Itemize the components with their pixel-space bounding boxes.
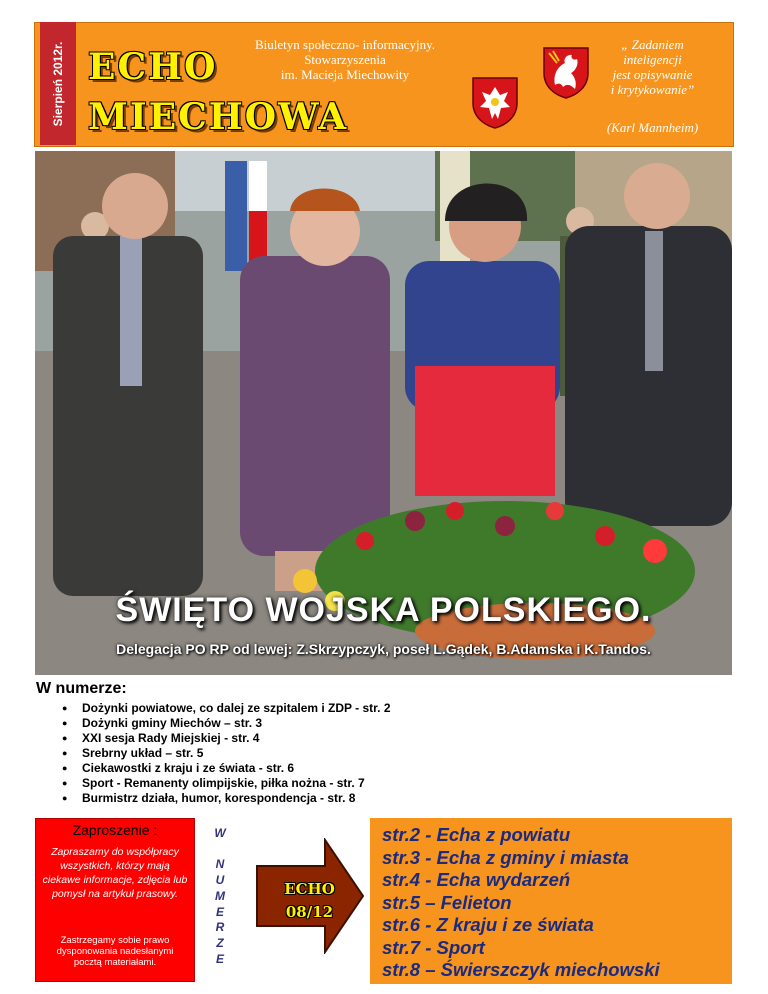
quote-line: „ Zadaniem	[621, 37, 684, 52]
section-item: str.6 - Z kraju i ze świata	[382, 914, 594, 935]
logo-echo: ECHO	[88, 46, 218, 88]
arrow-label-issue: 08/12	[285, 903, 334, 921]
sections-box	[370, 818, 732, 984]
vertical-letter: Z	[216, 935, 224, 950]
contents-title: W numerze:	[36, 680, 127, 697]
publisher-subtitle	[230, 37, 460, 82]
contents-item: ● Dożynki powiatowe, co dalej ze szpitalem i ZDP - str. 2	[62, 701, 391, 716]
vertical-letter: E	[215, 951, 224, 966]
quote-line: inteligencji	[623, 52, 682, 67]
sections-list	[382, 824, 660, 982]
vertical-letter: N	[215, 857, 225, 872]
contents-item: ● XXI sesja Rady Miejskiej - str. 4	[62, 731, 391, 746]
section-item: str.7 - Sport	[382, 936, 485, 958]
section-item: str.5 – Felieton	[382, 891, 512, 913]
vertical-letter: R	[215, 920, 225, 935]
quote-author: (Karl Mannheim)	[606, 120, 699, 135]
contents-list	[62, 701, 391, 806]
invitation-note: Zastrzegamy sobie prawo dysponowania nadesłanymi pocztą materiałami.	[56, 935, 174, 968]
vertical-letter: M	[215, 888, 225, 903]
vertical-letter	[212, 842, 228, 858]
invitation-body: Zapraszamy do współpracy wszystkich, którzy mają ciekawe informacje, zdjęcia lub pomysł na artykuł prasowy.	[42, 846, 188, 900]
subtitle-line: Biuletyn społeczno- informacyjny.	[254, 37, 436, 52]
vertical-word	[212, 826, 228, 967]
photo-caption: Delegacja PO RP od lewej: Z.Skrzypczyk, poseł L.Gądek, B.Adamska i K.Tandos.	[116, 641, 651, 657]
section-item: str.4 - Echa wydarzeń	[382, 869, 571, 890]
contents-item: ● Burmistrz działa, humor, korespondencja - str. 8	[62, 791, 391, 806]
contents-item: ● Ciekawostki z kraju i ze świata - str. 6	[62, 761, 391, 776]
section-item: str.8 – Świerszczyk miechowski	[382, 959, 660, 980]
contents-item: ● Sport - Remanenty olimpijskie, piłka nożna - str. 7	[62, 776, 391, 791]
contents-item: ● Srebrny układ – str. 5	[62, 746, 391, 761]
invitation-box	[35, 818, 195, 982]
subtitle-line: im. Macieja Miechowity	[280, 67, 410, 82]
miechow-county-crest-icon	[470, 75, 520, 129]
motto-quote	[590, 37, 715, 97]
contents-item: ● Dożynki gminy Miechów – str. 3	[62, 716, 391, 731]
vertical-letter: E	[215, 904, 224, 919]
quote-line: jest opisywanie	[612, 67, 693, 82]
photo-headline: ŚWIĘTO WOJSKA POLSKIEGO.	[115, 591, 652, 629]
subtitle-line: Stowarzyszenia	[304, 52, 386, 67]
section-item: str.2 - Echa z powiatu	[382, 824, 571, 845]
section-item: str.3 - Echa z gminy i miasta	[382, 846, 629, 868]
vertical-letter: W	[214, 826, 226, 840]
issue-date: Sierpień 2012r.	[51, 41, 65, 126]
arrow-label-echo: ECHO	[284, 880, 335, 898]
invitation-title: Zaproszenie :	[72, 822, 158, 838]
vertical-letter: U	[215, 873, 225, 888]
quote-line: i krytykowanie”	[610, 82, 695, 97]
cover-photo	[35, 151, 732, 675]
miechow-town-crest-icon	[541, 45, 591, 99]
logo-miechowa: MIECHOWA	[88, 96, 349, 138]
issue-date-band	[40, 22, 76, 145]
